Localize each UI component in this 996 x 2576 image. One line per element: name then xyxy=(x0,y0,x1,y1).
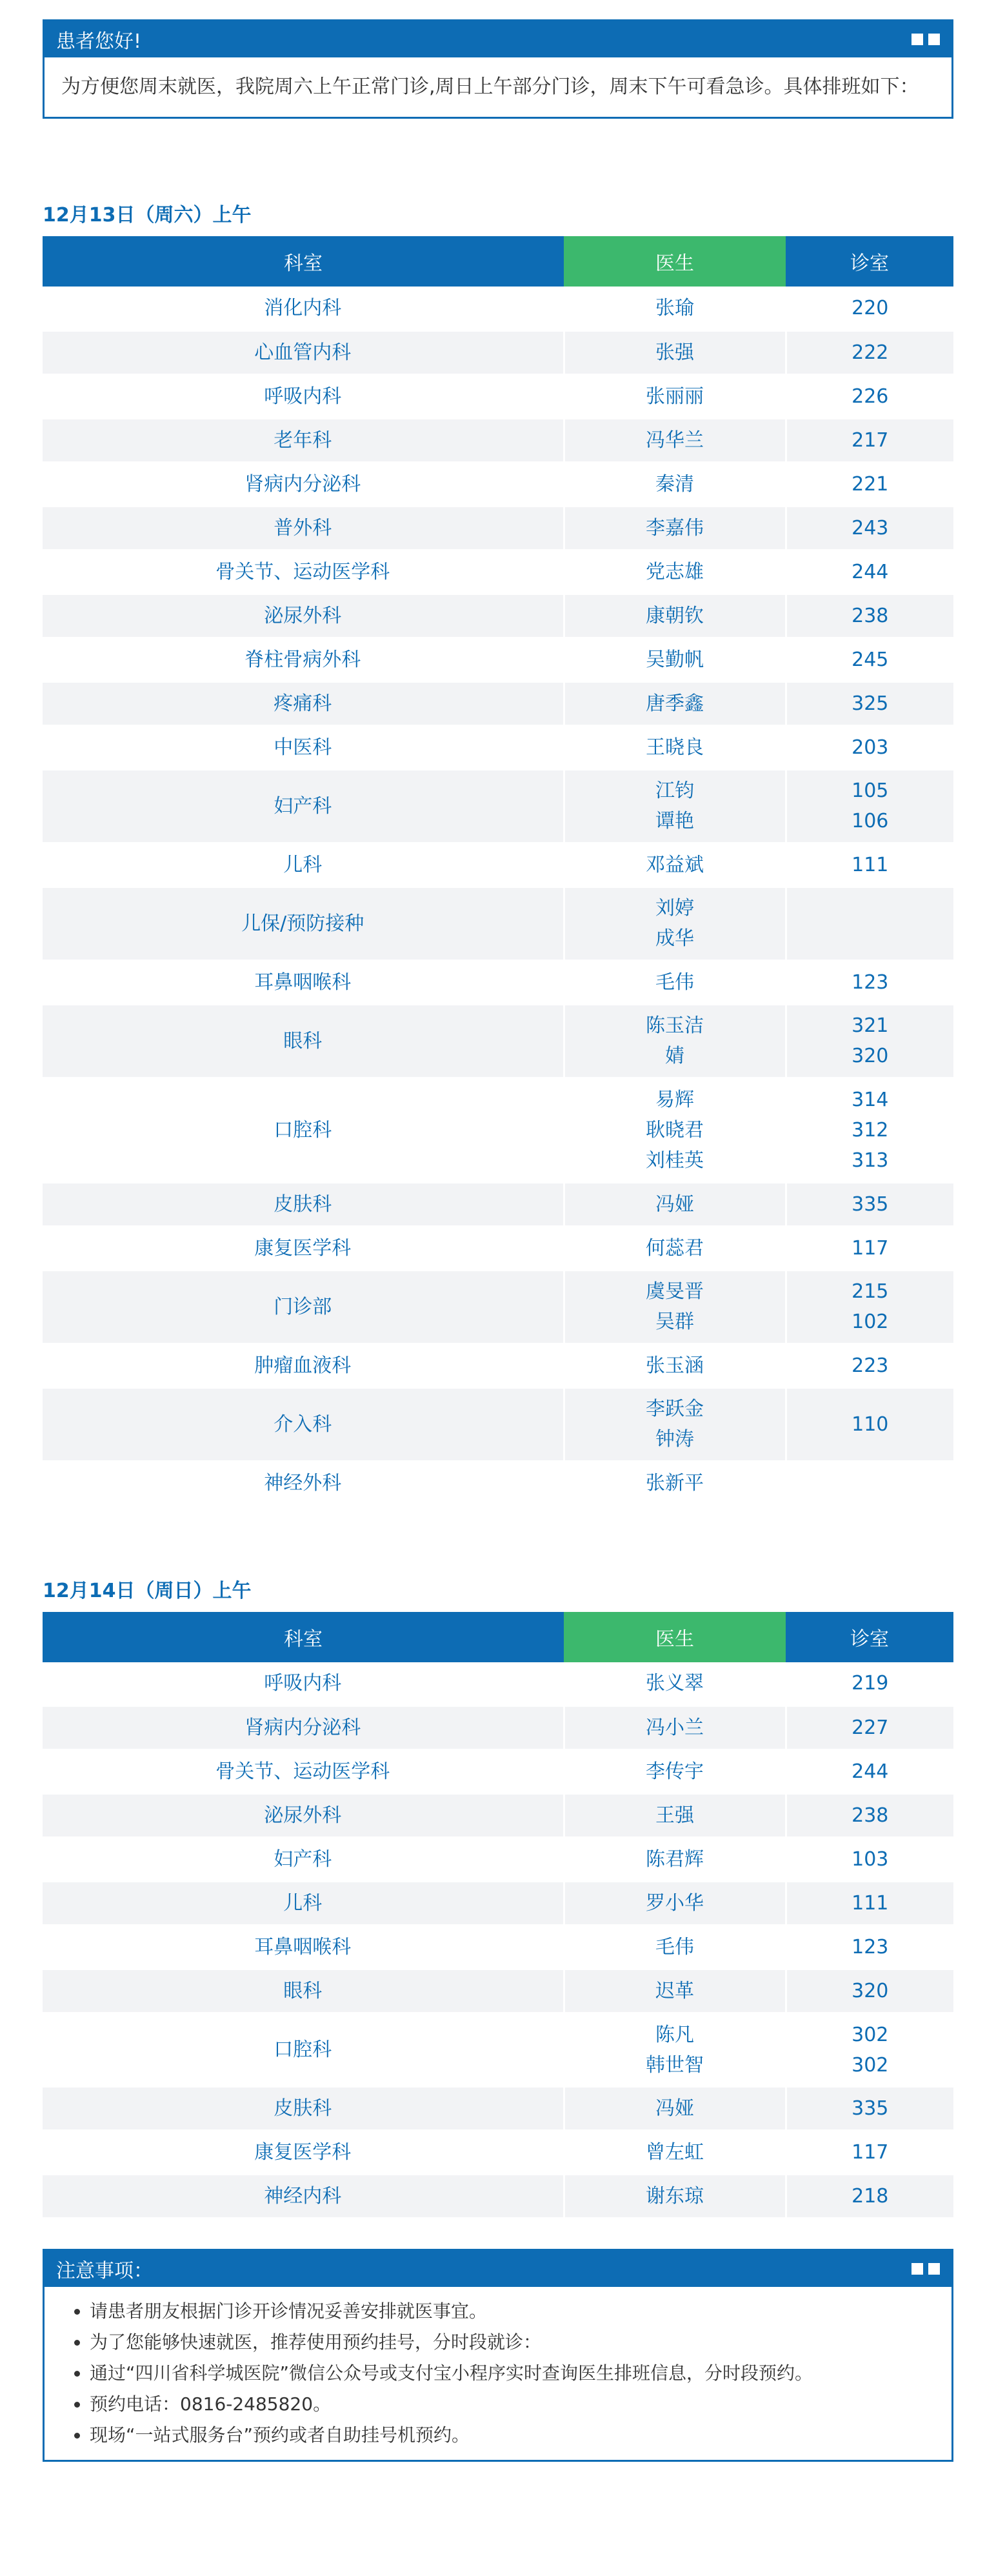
dept-cell: 皮肤科 xyxy=(43,2087,564,2131)
doctor-name: 张玉涵 xyxy=(646,1354,704,1377)
doctor-name: 冯娅 xyxy=(655,1192,694,1216)
doctor-cell xyxy=(564,1794,786,1838)
dept-cell: 肿瘤血液科 xyxy=(43,1343,564,1387)
doctor-name: 钟涛 xyxy=(655,1428,694,1451)
room-cell xyxy=(786,725,953,769)
dept-cell: 眼科 xyxy=(43,1969,564,2013)
squares-icon xyxy=(911,34,940,45)
dept-cell: 骨关节、运动医学科 xyxy=(43,1750,564,1794)
room-number: 102 xyxy=(852,1311,889,1333)
dept-cell: 中医科 xyxy=(43,725,564,769)
table-row xyxy=(43,1182,953,1226)
room-number: 314 xyxy=(852,1088,889,1111)
room-cell xyxy=(786,1343,953,1387)
room-number: 335 xyxy=(852,2097,889,2120)
doctor-name: 李跃金 xyxy=(646,1398,704,1420)
doctor-name: 邓益斌 xyxy=(646,853,704,876)
doctor-cell xyxy=(564,1969,786,2013)
dept-cell: 妇产科 xyxy=(43,1838,564,1882)
doctor-name: 吴勤帆 xyxy=(646,648,704,671)
room-number: 244 xyxy=(852,560,889,583)
room-cell xyxy=(786,330,953,374)
doctor-cell xyxy=(564,418,786,462)
dept-cell: 口腔科 xyxy=(43,1078,564,1182)
room-cell xyxy=(786,681,953,725)
notice-item: • 请患者朋友根据门诊开诊情况妥善安排就医事宜。 xyxy=(90,2296,939,2327)
doctor-cell xyxy=(564,769,786,843)
header-room: 诊室 xyxy=(786,1612,953,1662)
doctor-name: 冯小兰 xyxy=(646,1716,704,1739)
room-cell xyxy=(786,2087,953,2131)
dept-cell: 神经外科 xyxy=(43,1461,564,1505)
dept-cell: 口腔科 xyxy=(43,2013,564,2087)
table-row xyxy=(43,594,953,638)
dept-cell: 心血管内科 xyxy=(43,330,564,374)
notice-item: • 通过“四川省科学城医院”微信公众号或支付宝小程序实时查询医生排班信息，分时段预约。 xyxy=(90,2358,939,2389)
doctor-name: 迟革 xyxy=(655,1980,694,2002)
room-number: 103 xyxy=(852,1848,889,1871)
room-number: 312 xyxy=(852,1118,889,1142)
table-row xyxy=(43,330,953,374)
doctor-name: 罗小华 xyxy=(646,1892,704,1915)
doctor-name: 党志雄 xyxy=(646,560,704,583)
table-row xyxy=(43,843,953,887)
doctor-cell xyxy=(564,1004,786,1078)
doctor-cell xyxy=(564,1926,786,1969)
table-row xyxy=(43,287,953,330)
doctor-name: 李传宇 xyxy=(646,1760,704,1783)
header-doctor: 医生 xyxy=(564,236,786,287)
header-dept: 科室 xyxy=(43,1612,564,1662)
table-row xyxy=(43,960,953,1004)
table-row xyxy=(43,1794,953,1838)
doctor-cell xyxy=(564,506,786,550)
dept-cell: 普外科 xyxy=(43,506,564,550)
dept-cell: 妇产科 xyxy=(43,769,564,843)
room-number: 217 xyxy=(852,428,889,452)
room-number: 105 xyxy=(852,780,889,802)
dept-cell: 儿科 xyxy=(43,843,564,887)
table-row xyxy=(43,418,953,462)
room-number: 223 xyxy=(852,1354,889,1377)
table-row xyxy=(43,681,953,725)
doctor-cell xyxy=(564,1343,786,1387)
doctor-cell xyxy=(564,1078,786,1182)
doctor-cell xyxy=(564,2013,786,2087)
doctor-cell xyxy=(564,2087,786,2131)
doctor-name: 张新平 xyxy=(646,1471,704,1494)
doctor-cell xyxy=(564,1387,786,1461)
room-number: 221 xyxy=(852,472,889,496)
doctor-cell xyxy=(564,725,786,769)
dept-cell: 眼科 xyxy=(43,1004,564,1078)
doctor-cell xyxy=(564,1662,786,1706)
room-cell xyxy=(786,594,953,638)
doctor-cell xyxy=(564,1882,786,1926)
header-doctor: 医生 xyxy=(564,1612,786,1662)
room-number: 320 xyxy=(852,1045,889,1067)
room-cell xyxy=(786,506,953,550)
doctor-name: 刘婷 xyxy=(655,897,694,920)
room-cell xyxy=(786,2175,953,2219)
table-row xyxy=(43,769,953,843)
doctor-cell xyxy=(564,594,786,638)
doctor-cell xyxy=(564,2175,786,2219)
dept-cell: 老年科 xyxy=(43,418,564,462)
dept-cell: 肾病内分泌科 xyxy=(43,462,564,506)
greeting-title: 患者您好! xyxy=(56,30,142,53)
room-number: 123 xyxy=(852,971,889,994)
doctor-name: 韩世智 xyxy=(646,2053,704,2077)
room-cell xyxy=(786,1078,953,1182)
doctor-name: 冯娅 xyxy=(655,2097,694,2120)
table-row xyxy=(43,887,953,960)
doctor-name: 王晓良 xyxy=(646,736,704,759)
room-number: 220 xyxy=(852,296,889,319)
doctor-name: 毛伟 xyxy=(655,971,694,994)
room-number: 302 xyxy=(852,2023,889,2046)
dept-cell: 消化内科 xyxy=(43,287,564,330)
greeting-box xyxy=(43,19,953,119)
room-cell xyxy=(786,960,953,1004)
room-number: 110 xyxy=(852,1413,889,1436)
room-number: 117 xyxy=(852,2141,889,2164)
notice-item: • 预约电话：0816-2485820。 xyxy=(90,2389,939,2420)
table-row xyxy=(43,1270,953,1343)
doctor-name: 谭艳 xyxy=(655,810,694,832)
table-row xyxy=(43,2131,953,2175)
dept-cell: 骨关节、运动医学科 xyxy=(43,550,564,594)
room-cell xyxy=(786,374,953,418)
table-row xyxy=(43,1387,953,1461)
doctor-name: 冯华兰 xyxy=(646,428,704,452)
doctor-cell xyxy=(564,1750,786,1794)
dept-cell: 耳鼻咽喉科 xyxy=(43,960,564,1004)
doctor-name: 易辉 xyxy=(655,1088,694,1111)
room-cell xyxy=(786,1387,953,1461)
doctor-name: 江钧 xyxy=(655,780,694,802)
doctor-cell xyxy=(564,1270,786,1343)
dept-cell: 儿保/预防接种 xyxy=(43,887,564,960)
room-cell xyxy=(786,1750,953,1794)
table-row xyxy=(43,1004,953,1078)
doctor-name: 唐季鑫 xyxy=(646,692,704,715)
doctor-name: 陈凡 xyxy=(655,2023,694,2046)
doctor-cell xyxy=(564,1838,786,1882)
doctor-name: 成华 xyxy=(655,927,694,950)
table-row xyxy=(43,374,953,418)
notice-header xyxy=(45,2251,951,2287)
room-cell xyxy=(786,1969,953,2013)
room-number: 325 xyxy=(852,692,889,715)
room-number: 321 xyxy=(852,1014,889,1037)
room-cell xyxy=(786,2131,953,2175)
doctor-cell xyxy=(564,887,786,960)
room-cell xyxy=(786,1706,953,1750)
dept-cell: 呼吸内科 xyxy=(43,374,564,418)
day1-title: 12月13日（周六）上午 xyxy=(43,204,252,226)
doctor-cell xyxy=(564,287,786,330)
room-number: 218 xyxy=(852,2185,889,2208)
table-row xyxy=(43,1343,953,1387)
table-row xyxy=(43,2175,953,2219)
header-room: 诊室 xyxy=(786,236,953,287)
room-number: 313 xyxy=(852,1149,889,1172)
notice-item: • 为了您能够快速就医，推荐使用预约挂号，分时段就诊： xyxy=(90,2327,939,2358)
table-row xyxy=(43,725,953,769)
table-row xyxy=(43,2087,953,2131)
doctor-name: 张义翠 xyxy=(646,1672,704,1695)
doctor-cell xyxy=(564,638,786,681)
room-number: 106 xyxy=(852,810,889,832)
table-row xyxy=(43,2013,953,2087)
room-number: 245 xyxy=(852,648,889,671)
doctor-name: 陈君辉 xyxy=(646,1848,704,1871)
doctor-cell xyxy=(564,2131,786,2175)
doctor-cell xyxy=(564,1706,786,1750)
doctor-name: 李嘉伟 xyxy=(646,516,704,539)
room-cell xyxy=(786,418,953,462)
room-number: 243 xyxy=(852,516,889,539)
day1-table xyxy=(43,236,953,1506)
room-cell xyxy=(786,2013,953,2087)
dept-cell: 耳鼻咽喉科 xyxy=(43,1926,564,1969)
room-cell xyxy=(786,843,953,887)
room-number: 244 xyxy=(852,1760,889,1783)
doctor-cell xyxy=(564,681,786,725)
table-row xyxy=(43,506,953,550)
room-cell xyxy=(786,462,953,506)
room-number: 227 xyxy=(852,1716,889,1739)
room-number: 111 xyxy=(852,853,889,876)
table-row xyxy=(43,1226,953,1270)
notice-box xyxy=(43,2249,953,2462)
notice-item: • 现场“一站式服务台”预约或者自助挂号机预约。 xyxy=(90,2420,939,2451)
header-dept: 科室 xyxy=(43,236,564,287)
doctor-cell xyxy=(564,462,786,506)
table-row xyxy=(43,550,953,594)
doctor-name: 张强 xyxy=(655,341,694,364)
room-number: 215 xyxy=(852,1280,889,1303)
room-cell xyxy=(786,1270,953,1343)
room-number: 320 xyxy=(852,1980,889,2002)
table-row xyxy=(43,1882,953,1926)
room-cell xyxy=(786,287,953,330)
dept-cell: 肾病内分泌科 xyxy=(43,1706,564,1750)
doctor-name: 曾左虹 xyxy=(646,2141,704,2164)
dept-cell: 呼吸内科 xyxy=(43,1662,564,1706)
dept-cell: 神经内科 xyxy=(43,2175,564,2219)
room-cell xyxy=(786,1461,953,1505)
room-number: 238 xyxy=(852,604,889,627)
table-row xyxy=(43,1750,953,1794)
doctor-name: 康朝钦 xyxy=(646,604,704,627)
doctor-name: 张丽丽 xyxy=(646,385,704,408)
dept-cell: 儿科 xyxy=(43,1882,564,1926)
dept-cell: 介入科 xyxy=(43,1387,564,1461)
room-number: 222 xyxy=(852,341,889,364)
doctor-name: 谢东琼 xyxy=(646,2185,704,2208)
dept-cell: 脊柱骨病外科 xyxy=(43,638,564,681)
dept-cell: 泌尿外科 xyxy=(43,594,564,638)
room-cell xyxy=(786,1926,953,1969)
doctor-cell xyxy=(564,843,786,887)
day1-table-body xyxy=(43,287,953,1505)
room-number: 123 xyxy=(852,1936,889,1958)
room-cell xyxy=(786,1794,953,1838)
day2-table-body xyxy=(43,1662,953,2219)
day2-title: 12月14日（周日）上午 xyxy=(43,1579,252,1602)
room-number: 111 xyxy=(852,1892,889,1915)
doctor-name: 秦清 xyxy=(655,472,694,496)
room-number: 238 xyxy=(852,1804,889,1827)
room-cell xyxy=(786,769,953,843)
dept-cell: 康复医学科 xyxy=(43,1226,564,1270)
doctor-name: 毛伟 xyxy=(655,1936,694,1958)
room-number: 302 xyxy=(852,2053,889,2077)
dept-cell: 疼痛科 xyxy=(43,681,564,725)
doctor-cell xyxy=(564,1461,786,1505)
table-row xyxy=(43,1078,953,1182)
table-row xyxy=(43,1461,953,1505)
room-number: 219 xyxy=(852,1672,889,1695)
doctor-cell xyxy=(564,960,786,1004)
greeting-header xyxy=(45,21,951,57)
dept-cell: 康复医学科 xyxy=(43,2131,564,2175)
table-row xyxy=(43,1969,953,2013)
doctor-name: 何蕊君 xyxy=(646,1236,704,1260)
doctor-name: 王强 xyxy=(655,1804,694,1827)
doctor-name: 陈玉洁 xyxy=(646,1014,704,1037)
room-number: 335 xyxy=(852,1192,889,1216)
day2-table xyxy=(43,1612,953,2220)
doctor-name: 吴群 xyxy=(655,1311,694,1333)
doctor-name: 婧 xyxy=(665,1045,684,1067)
room-number: 117 xyxy=(852,1236,889,1260)
room-cell xyxy=(786,1662,953,1706)
room-cell xyxy=(786,1182,953,1226)
room-number: 226 xyxy=(852,385,889,408)
dept-cell: 门诊部 xyxy=(43,1270,564,1343)
room-cell xyxy=(786,1882,953,1926)
doctor-name: 刘桂英 xyxy=(646,1149,704,1172)
squares-icon xyxy=(911,2263,940,2275)
room-number: 203 xyxy=(852,736,889,759)
room-cell xyxy=(786,1838,953,1882)
schedule-page xyxy=(43,19,953,2462)
dept-cell: 泌尿外科 xyxy=(43,1794,564,1838)
dept-cell: 皮肤科 xyxy=(43,1182,564,1226)
table-row xyxy=(43,1706,953,1750)
doctor-cell xyxy=(564,550,786,594)
doctor-cell xyxy=(564,1226,786,1270)
notice-title: 注意事项： xyxy=(56,2260,153,2282)
room-cell xyxy=(786,1226,953,1270)
greeting-body: 为方便您周末就医，我院周六上午正常门诊,周日上午部分门诊，周末下午可看急诊。具体排班如下： xyxy=(61,75,919,98)
doctor-name: 虞旻晋 xyxy=(646,1280,704,1303)
table-row xyxy=(43,1926,953,1969)
table-row xyxy=(43,638,953,681)
table-row xyxy=(43,1662,953,1706)
room-cell xyxy=(786,887,953,960)
notice-body xyxy=(45,2287,951,2460)
room-cell xyxy=(786,638,953,681)
room-cell xyxy=(786,550,953,594)
table-row xyxy=(43,462,953,506)
notice-list xyxy=(61,2296,939,2451)
doctor-cell xyxy=(564,374,786,418)
doctor-name: 耿晓君 xyxy=(646,1118,704,1142)
doctor-cell xyxy=(564,330,786,374)
table-row xyxy=(43,1838,953,1882)
doctor-name: 张瑜 xyxy=(655,296,694,319)
room-cell xyxy=(786,1004,953,1078)
doctor-cell xyxy=(564,1182,786,1226)
